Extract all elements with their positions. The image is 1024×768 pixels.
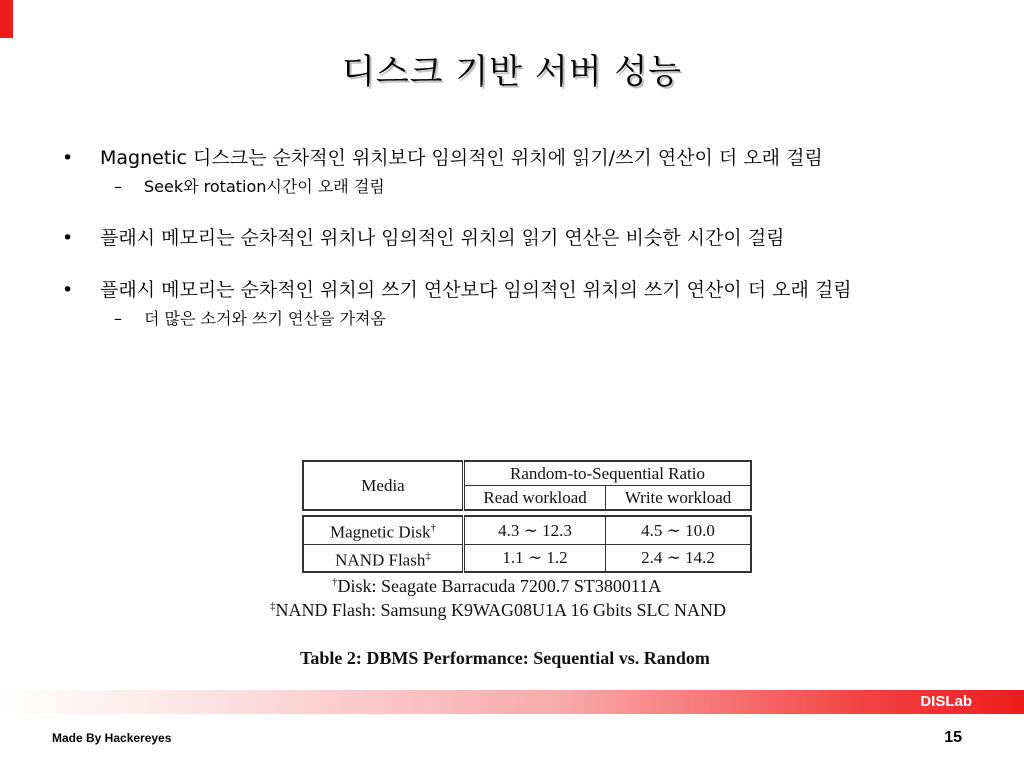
- bullet-item-1: [62, 146, 972, 170]
- cell-write: 2.4 ∼ 14.2: [641, 548, 715, 568]
- header-write: Write workload: [606, 486, 751, 511]
- bullet-list: [62, 146, 972, 330]
- table-row: [303, 544, 751, 572]
- corner-accent-bar: [0, 0, 13, 38]
- sub-item-3-1: [62, 308, 972, 330]
- header-group: Random-to-Sequential Ratio: [464, 461, 752, 486]
- cell-media: NAND Flash‡: [303, 544, 464, 572]
- dash-symbol: –: [114, 177, 122, 196]
- bullet-text: 플래시 메모리는 순차적인 위치의 쓰기 연산보다 임의적인 위치의 쓰기 연산이 더 오래 걸림: [100, 279, 852, 301]
- footer-gradient-band: [0, 690, 1024, 714]
- bullet-text: 플래시 메모리는 순차적인 위치나 임의적인 위치의 읽기 연산은 비슷한 시간이 걸림: [100, 227, 785, 249]
- dash-symbol: –: [114, 309, 122, 328]
- cell-read: 1.1 ∼ 1.2: [464, 544, 606, 572]
- table-caption: Table 2: DBMS Performance: Sequential vs. Random: [300, 648, 710, 668]
- bullet-item-3: [62, 278, 972, 302]
- brand-label: DISLab: [920, 693, 972, 710]
- bullet-item-2: [62, 226, 972, 250]
- bullet-symbol: •: [62, 227, 74, 249]
- bullet-symbol: •: [62, 147, 74, 169]
- cell-media: Magnetic Disk†: [303, 516, 464, 544]
- bullet-symbol: •: [62, 279, 74, 301]
- cell-read: 4.3 ∼ 12.3: [464, 516, 606, 544]
- footnote-disk: †Disk: Seagate Barracuda 7200.7 ST380011A: [332, 576, 662, 596]
- table-row: [303, 516, 751, 544]
- performance-table-figure: [270, 460, 752, 668]
- slide-title: 디스크 기반 서버 성능: [341, 52, 683, 92]
- sub-text: Seek와 rotation시간이 오래 걸림: [144, 177, 385, 196]
- ratio-table: [302, 460, 752, 573]
- header-read: Read workload: [464, 486, 606, 511]
- header-media: Media: [303, 461, 464, 510]
- sub-text: 더 많은 소거와 쓰기 연산을 가져옴: [144, 309, 386, 328]
- author-credit: Made By Hackereyes: [52, 731, 172, 745]
- bullet-text: Magnetic 디스크는 순차적인 위치보다 임의적인 위치에 읽기/쓰기 연산이 더 오래 걸림: [100, 147, 823, 169]
- cell-write: 4.5 ∼ 10.0: [606, 516, 751, 544]
- footnote-flash: ‡NAND Flash: Samsung K9WAG08U1A 16 Gbits SLC NAND: [270, 600, 727, 620]
- sub-item-1-1: [62, 176, 972, 198]
- page-number: 15: [944, 729, 962, 746]
